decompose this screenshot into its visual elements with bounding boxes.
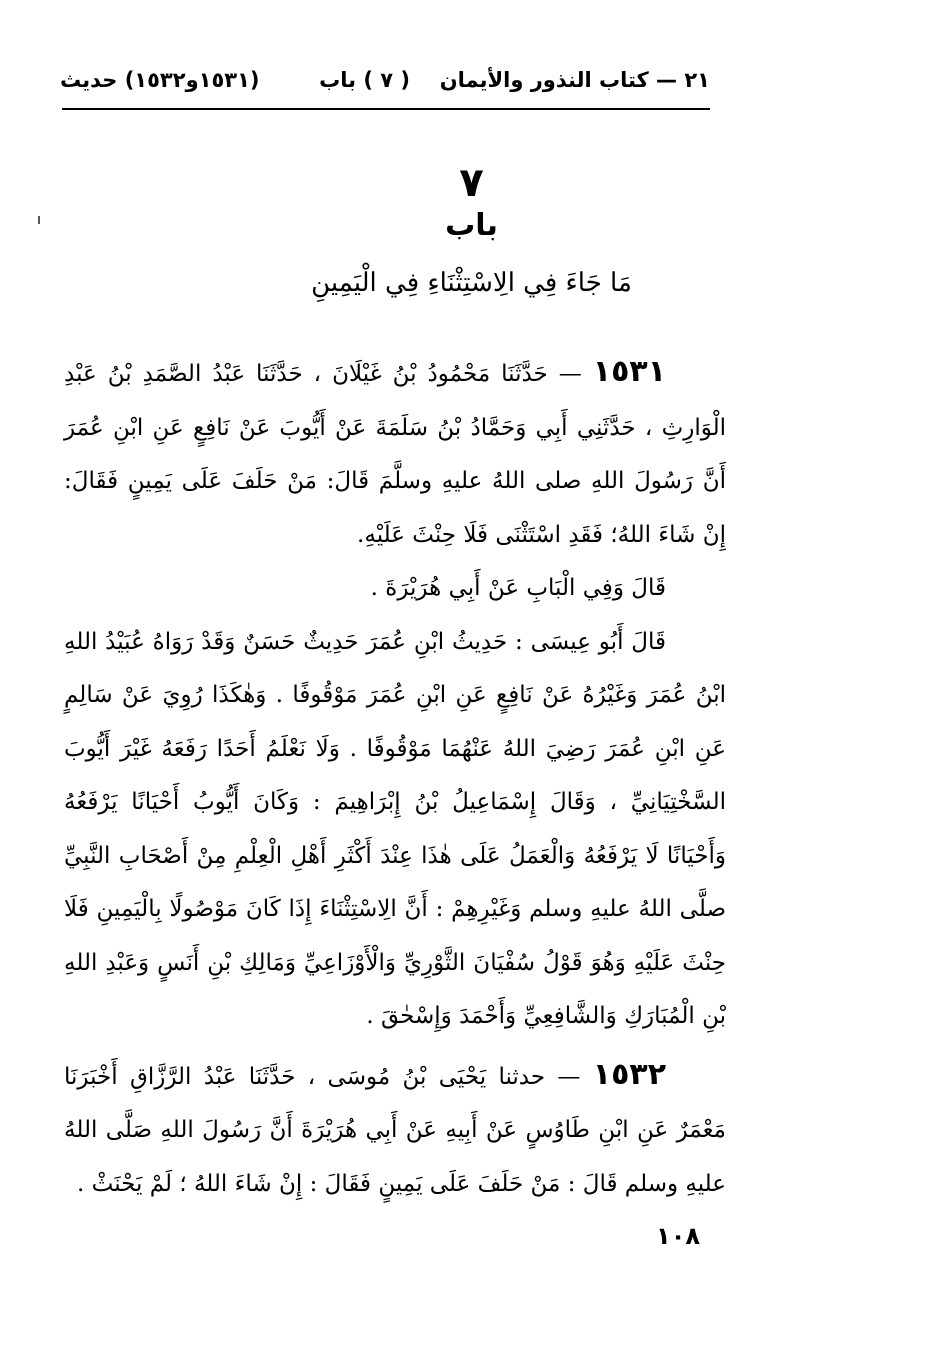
scan-mark (38, 216, 40, 224)
bab-note: قَالَ وَفِي الْبَابِ عَنْ أَبِي هُرَيْرَةَ . (370, 575, 666, 601)
hadith-number: ١٥٣١ (592, 354, 667, 389)
running-header (60, 62, 710, 102)
chapter-heading: باب (445, 208, 498, 243)
header-hadith-range: (١٥٣١و١٥٣٢) حديث (60, 68, 260, 92)
main-text (64, 345, 726, 1211)
commentary: قَالَ أَبُو عِيسَى : حَدِيثُ ابْنِ عُمَرَ حَدِيثٌ حَسَنٌ وَقَدْ رَوَاهُ عُبَيْدُ اللهِ ابْنُ عُمَرَ وَغَيْرُهُ عَنْ نَافِعٍ عَنِ ابْنِ عُمَرَ مَوْقُوفًا . وَهٰكَذَا رُوِيَ عَنْ سَالِمٍ عَنِ ابْنِ عُمَرَ رَضِيَ اللهُ عَنْهُمَا مَوْقُوفًا . وَلَا نَعْلَمُ أَحَدًا رَفَعَهُ غَيْرَ أَيُّوبَ السَّخْتِيَانِيِّ ، وَقَالَ إِسْمَاعِيلُ بْنُ إِبْرَاهِيمَ : وَكَانَ أَيُّوبُ أَحْيَانًا يَرْفَعُهُ وَأَحْيَانًا لَا يَرْفَعُهُ وَالْعَمَلُ عَلَى هٰذَا عِنْدَ أَكْثَرِ أَهْلِ الْعِلْمِ مِنْ أَصْحَابِ النَّبِيِّ صلَّى اللهُ عليهِ وسلم وَغَيْرِهِمْ : أَنَّ الِاسْتِثْنَاءَ إِذَا كَانَ مَوْصُولًا بِالْيَمِينِ فَلَا حِنْثَ عَلَيْهِ وَهُوَ قَوْلُ سُفْيَانَ الثَّوْرِيِّ وَالْأَوْزَاعِيِّ وَمَالِكِ بْنِ أَنَسٍ وَعَبْدِ اللهِ بْنِ الْمُبَارَكِ وَالشَّافِعِيِّ وَأَحْمَدَ وَإِسْحٰقَ . (64, 628, 726, 1029)
hadith-1531 (64, 345, 726, 562)
chapter-title: مَا جَاءَ فِي الِاسْتِثْنَاءِ فِي الْيَمِينِ (311, 268, 632, 298)
hadith-text: — حَدَّثَنَا مَحْمُودُ بْنُ غَيْلَانَ ، حَدَّثَنَا عَبْدُ الصَّمَدِ بْنُ عَبْدِ الْوَارِثِ ، حَدَّثَنِي أَبِي وَحَمَّادُ بْنُ سَلَمَةَ عَنْ أَيُّوبَ عَنْ نَافِعٍ عَنِ ابْنِ عُمَرَ أَنَّ رَسُولَ اللهِ صلى اللهُ عليهِ وسلَّمَ قَالَ: مَنْ حَلَفَ عَلَى يَمِينٍ فَقَالَ: إِنْ شَاءَ اللهُ؛ فَقَدِ اسْتَثْنَى فَلَا حِنْثَ عَلَيْهِ. (64, 361, 726, 548)
hadith-number: ١٥٣٢ (592, 1056, 667, 1092)
header-book-title: ٢١ — كتاب النذور والأيمان (439, 68, 710, 92)
hadith-text: — حدثنا يَحْيَى بْنُ مُوسَى ، حَدَّثَنَا عَبْدُ الرَّزَّاقِ أَخْبَرَنَا مَعْمَرٌ عَنِ ابْنِ طَاوُسٍ عَنْ أَبِيهِ عَنْ أَبِي هُرَيْرَةَ أَنَّ رَسُولَ اللهِ صَلَّى اللهُ عليهِ وسلم قَالَ : مَنْ حَلَفَ عَلَى يَمِينٍ فَقَالَ : إِنْ شَاءَ اللهُ ؛ لَمْ يَحْنَثْ . (64, 1063, 726, 1197)
header-chapter: ( ٧ ) باب (319, 68, 410, 92)
chapter-number: ٧ (459, 160, 484, 206)
hadith-1532 (64, 1048, 726, 1212)
header-rule (62, 108, 710, 110)
page-number: ١٠٨ (656, 1222, 700, 1250)
